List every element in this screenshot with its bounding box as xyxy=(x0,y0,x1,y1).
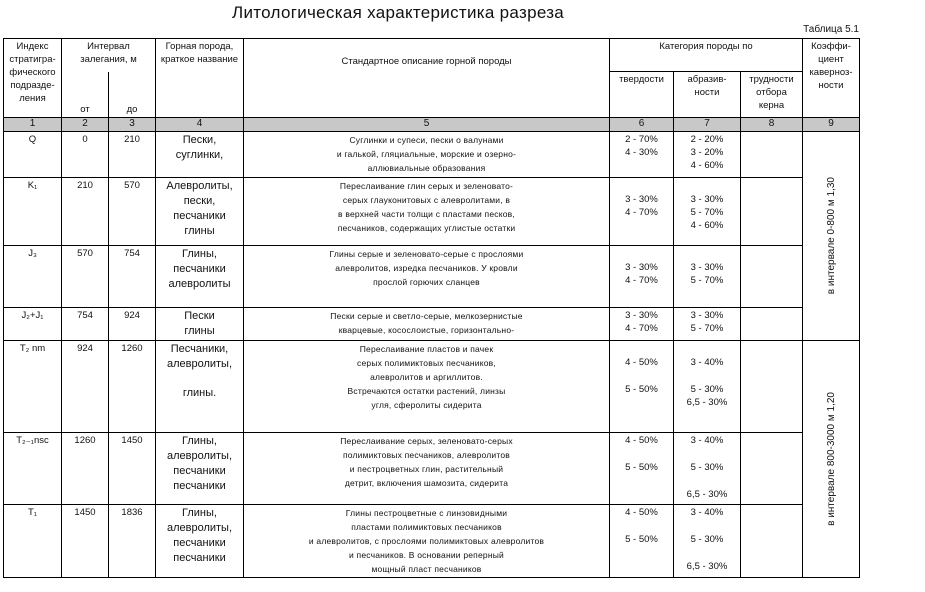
description-line: серых полимиктовых песчаников, xyxy=(357,358,496,368)
hardness-value: 4 - 70% xyxy=(625,323,658,334)
abrasiveness-value: 5 - 30% xyxy=(690,384,724,395)
description-line: Пески серые и светло-серые, мелкозернистые xyxy=(330,311,523,321)
depth-from: 1450 xyxy=(62,505,109,578)
table-row xyxy=(4,308,860,341)
rock-description xyxy=(244,433,610,505)
depth-to: 570 xyxy=(109,178,156,246)
hardness-value: 3 - 30% xyxy=(625,310,658,321)
abrasiveness-value: 4 - 60% xyxy=(690,160,724,171)
rock-name-line: Пески, xyxy=(182,134,217,146)
rock-description xyxy=(244,341,610,433)
description-line: в верхней части толщи с пластами песков, xyxy=(338,209,515,219)
rock-name-line: алевролиты, xyxy=(166,358,233,370)
rock-description xyxy=(244,308,610,341)
abrasiveness-value: 5 - 30% xyxy=(690,462,724,473)
description-line: серых глауконитовых с алевролитами, в xyxy=(342,195,511,205)
rock-name-line: Песчаники, xyxy=(170,343,229,355)
hardness-category xyxy=(610,132,674,178)
header-hardness: твердости xyxy=(610,72,674,118)
header-index: Индекс стратигра-фического подразде-ления xyxy=(4,39,62,118)
rock-name-line: глины. xyxy=(182,387,217,399)
abrasiveness-value xyxy=(676,342,738,356)
rock-name-line: алевролиты xyxy=(168,278,231,290)
hardness-value: 3 - 30% xyxy=(625,194,658,205)
description-line: Суглинки и супеси, пески о валунами xyxy=(349,135,504,145)
hardness-value: 4 - 70% xyxy=(625,275,658,286)
col-number: 5 xyxy=(244,118,610,132)
header-abrasive: абразив-ности xyxy=(674,72,741,118)
abrasiveness-value: 5 - 70% xyxy=(690,207,724,218)
col-number: 4 xyxy=(156,118,244,132)
rock-description xyxy=(244,505,610,578)
abrasiveness-value: 3 - 30% xyxy=(690,194,724,205)
rock-name xyxy=(156,132,244,178)
table-row xyxy=(4,505,860,578)
rock-name-line: суглинки, xyxy=(175,149,224,161)
depth-from: 924 xyxy=(62,341,109,433)
rock-name-line: песчаники xyxy=(173,537,226,549)
stratigraphic-index: J₃ xyxy=(4,246,62,308)
abrasiveness-category xyxy=(674,178,741,246)
description-line: пластами полимиктовых песчаников xyxy=(351,522,502,532)
cavernosity-coefficient xyxy=(803,341,860,578)
col-number: 9 xyxy=(803,118,860,132)
table-row xyxy=(4,178,860,246)
rock-name-line xyxy=(158,372,241,386)
rock-name xyxy=(156,433,244,505)
description-line: и алевролитов, с прослоями полимиктовых алевролитов xyxy=(308,536,545,546)
col-number: 3 xyxy=(109,118,156,132)
rock-name-line: Глины, xyxy=(182,248,217,260)
table-row xyxy=(4,341,860,433)
rock-name-line: алевролиты, xyxy=(166,450,233,462)
rock-description xyxy=(244,132,610,178)
abrasiveness-value xyxy=(676,474,738,488)
abrasiveness-value: 2 - 20% xyxy=(690,134,724,145)
abrasiveness-category xyxy=(674,505,741,578)
abrasiveness-value: 6,5 - 30% xyxy=(686,397,728,408)
abrasiveness-value: 6,5 - 30% xyxy=(686,561,728,572)
core-difficulty xyxy=(741,178,803,246)
table-label: Таблица 5.1 xyxy=(803,24,859,35)
hardness-value: 4 - 50% xyxy=(625,435,658,446)
cavernosity-value: в интервале 800-3000 м 1,20 xyxy=(825,392,837,526)
description-line: Переслаивание серых, зеленовато-серых xyxy=(340,436,513,446)
abrasiveness-value xyxy=(676,179,738,193)
cavernosity-coefficient xyxy=(803,132,860,341)
rock-name-line: песчаники xyxy=(173,210,226,222)
hardness-category xyxy=(610,341,674,433)
depth-to: 1836 xyxy=(109,505,156,578)
rock-name-line: песчаники xyxy=(173,465,226,477)
depth-to: 754 xyxy=(109,246,156,308)
header-rock: Горная порода, краткое название xyxy=(156,39,244,118)
description-line: алевролитов и аргиллитов. xyxy=(370,372,483,382)
hardness-value xyxy=(612,369,671,383)
description-line: Переслаивание пластов и пачек xyxy=(359,344,494,354)
abrasiveness-value: 3 - 20% xyxy=(690,147,724,158)
hardness-category xyxy=(610,433,674,505)
stratigraphic-index: T₂₋₁nsc xyxy=(4,433,62,505)
stratigraphic-index: Q xyxy=(4,132,62,178)
abrasiveness-value xyxy=(676,546,738,560)
rock-description xyxy=(244,246,610,308)
rock-name xyxy=(156,246,244,308)
core-difficulty xyxy=(741,132,803,178)
hardness-value: 4 - 50% xyxy=(625,357,658,368)
depth-to: 1450 xyxy=(109,433,156,505)
header-interval xyxy=(62,39,156,72)
rock-name-line: Пески xyxy=(184,310,215,322)
lithology-table xyxy=(3,38,860,578)
description-line: полимиктовых песчаников, алевролитов xyxy=(342,450,511,460)
hardness-value: 2 - 70% xyxy=(625,134,658,145)
abrasiveness-category xyxy=(674,308,741,341)
rock-description xyxy=(244,178,610,246)
abrasiveness-value xyxy=(676,519,738,533)
rock-name xyxy=(156,178,244,246)
core-difficulty xyxy=(741,341,803,433)
table-row xyxy=(4,433,860,505)
description-line: алевролитов, изредка песчаников. У кровли xyxy=(335,263,518,273)
abrasiveness-category xyxy=(674,433,741,505)
header-to: до xyxy=(109,72,156,118)
depth-to: 1260 xyxy=(109,341,156,433)
hardness-value: 5 - 50% xyxy=(625,462,658,473)
description-line: и пестроцветных глин, растительный xyxy=(349,464,504,474)
hardness-value: 5 - 50% xyxy=(625,384,658,395)
abrasiveness-value: 5 - 30% xyxy=(690,534,724,545)
core-difficulty xyxy=(741,505,803,578)
description-line: Переслаивание глин серых и зеленовато- xyxy=(339,181,514,191)
header-coef: Коэффи-циент каверноз-ности xyxy=(803,39,860,118)
abrasiveness-value: 3 - 40% xyxy=(690,357,724,368)
rock-name xyxy=(156,308,244,341)
description-line: мощный пласт песчаников xyxy=(371,564,482,574)
depth-from: 754 xyxy=(62,308,109,341)
abrasiveness-category xyxy=(674,341,741,433)
description-line: и галькой, гляциальные, морские и озерно- xyxy=(336,149,517,159)
stratigraphic-index: K₁ xyxy=(4,178,62,246)
rock-name-line: песчаники xyxy=(173,263,226,275)
table-row xyxy=(4,132,860,178)
abrasiveness-value: 6,5 - 30% xyxy=(686,489,728,500)
description-line: прослой горючих сланцев xyxy=(373,277,480,287)
description-line: песчаников, содержащих углистые остатки xyxy=(337,223,516,233)
col-number: 8 xyxy=(741,118,803,132)
stratigraphic-index: T₁ xyxy=(4,505,62,578)
rock-name-line: пески, xyxy=(183,195,216,207)
hardness-value xyxy=(612,179,671,193)
description-line: Встречаются остатки растений, линзы xyxy=(347,386,506,396)
depth-from: 210 xyxy=(62,178,109,246)
abrasiveness-value: 4 - 60% xyxy=(690,220,724,231)
hardness-value: 4 - 70% xyxy=(625,207,658,218)
hardness-category xyxy=(610,505,674,578)
header-interval-label: Интервал залегания, м xyxy=(80,41,137,65)
rock-name xyxy=(156,505,244,578)
description-line: и песчаников. В основании реперный xyxy=(349,550,504,560)
header-description: Стандартное описание горной породы xyxy=(244,39,610,118)
depth-to: 924 xyxy=(109,308,156,341)
abrasiveness-value: 5 - 70% xyxy=(690,323,724,334)
page-title: Литологическая характеристика разреза xyxy=(232,3,565,22)
header-difficulty: трудности отбора керна xyxy=(741,72,803,118)
stratigraphic-index: T₂ nm xyxy=(4,341,62,433)
hardness-value: 4 - 30% xyxy=(625,147,658,158)
hardness-category xyxy=(610,178,674,246)
hardness-value xyxy=(612,247,671,261)
rock-name xyxy=(156,341,244,433)
hardness-category xyxy=(610,246,674,308)
abrasiveness-value: 3 - 30% xyxy=(690,262,724,273)
hardness-value xyxy=(612,447,671,461)
col-number: 1 xyxy=(4,118,62,132)
depth-from: 570 xyxy=(62,246,109,308)
hardness-category xyxy=(610,308,674,341)
hardness-value: 4 - 50% xyxy=(625,507,658,518)
rock-name-line: алевролиты, xyxy=(166,522,233,534)
cavernosity-value: в интервале 0-800 м 1,30 xyxy=(825,177,837,295)
depth-from: 0 xyxy=(62,132,109,178)
core-difficulty xyxy=(741,433,803,505)
description-line: кварцевые, косослоистые, горизонтально- xyxy=(338,325,515,335)
stratigraphic-index: J₂+J₁ xyxy=(4,308,62,341)
rock-name-line: глины xyxy=(184,325,215,337)
rock-name-line: глины xyxy=(184,225,215,237)
abrasiveness-value xyxy=(676,247,738,261)
abrasiveness-category xyxy=(674,246,741,308)
header-from: от xyxy=(62,72,109,118)
description-line: аллювиальные образования xyxy=(367,163,486,173)
col-number: 7 xyxy=(674,118,741,132)
abrasiveness-value: 5 - 70% xyxy=(690,275,724,286)
hardness-value: 3 - 30% xyxy=(625,262,658,273)
abrasiveness-value: 3 - 40% xyxy=(690,507,724,518)
core-difficulty xyxy=(741,246,803,308)
description-line: Глины серые и зеленовато-серые с прослоями xyxy=(329,249,524,259)
core-difficulty xyxy=(741,308,803,341)
col-number: 2 xyxy=(62,118,109,132)
table-row xyxy=(4,246,860,308)
description-line: детрит, включения шамозита, сидерита xyxy=(344,478,509,488)
hardness-value: 5 - 50% xyxy=(625,534,658,545)
description-line: угля, сферолиты сидерита xyxy=(371,400,482,410)
abrasiveness-value xyxy=(676,447,738,461)
hardness-value xyxy=(612,519,671,533)
depth-from: 1260 xyxy=(62,433,109,505)
rock-name-line: Глины, xyxy=(182,507,217,519)
hardness-value xyxy=(612,342,671,356)
rock-name-line: Алевролиты, xyxy=(166,180,233,192)
abrasiveness-value xyxy=(676,369,738,383)
abrasiveness-value: 3 - 40% xyxy=(690,435,724,446)
rock-name-line: песчаники xyxy=(173,552,226,564)
description-line: Глины пестроцветные с линзовидными xyxy=(345,508,508,518)
header-category: Категория породы по xyxy=(610,39,803,72)
rock-name-line: Глины, xyxy=(182,435,217,447)
abrasiveness-category xyxy=(674,132,741,178)
depth-to: 210 xyxy=(109,132,156,178)
col-number: 6 xyxy=(610,118,674,132)
abrasiveness-value: 3 - 30% xyxy=(690,310,724,321)
rock-name-line: песчаники xyxy=(173,480,226,492)
